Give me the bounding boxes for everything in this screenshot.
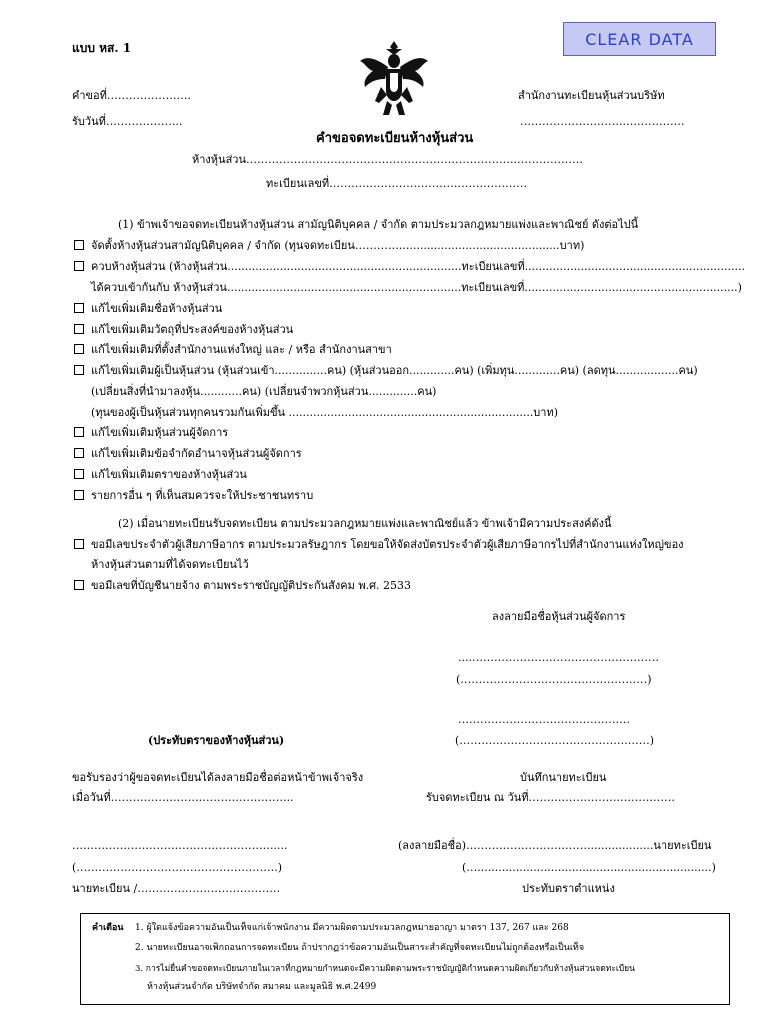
request-number-field[interactable]: คำขอที่………………….. [72, 89, 191, 102]
item-tax-id-cont: ห้างหุ้นส่วนตามที่ได้จดทะเบียนไว้ [91, 558, 249, 571]
item-edit-seal: แก้ไขเพิ่มเติมตราของห้างหุ้นส่วน [91, 468, 247, 481]
warning-line-2: 2. นายทะเบียนอาจเพิกถอนการจดทะเบียน ถ้าปรากฏว่าข้อความอันเป็นสาระสำคัญที่จดทะเบียนไม่ถูกต้องหรือเป็นเท็จ [135, 943, 585, 953]
manager-name-2[interactable]: (……………………………………….……) [455, 734, 655, 747]
manager-name-1[interactable]: (……………………………………………) [456, 673, 652, 686]
checkbox-edit-name[interactable] [74, 303, 84, 313]
registrar-name-field[interactable]: (…...................................................................) [462, 861, 716, 874]
warning-line-1: 1. ผู้ใดแจ้งข้อความอันเป็นเท็จแก่เจ้าพนักงาน มีความผิดตามประมวลกฎหมายอาญา มาตรา 137, 267 และ 268 [135, 923, 569, 933]
checkbox-edit-objectives[interactable] [74, 324, 84, 334]
received-date-field[interactable]: รับวันที่………………... [72, 115, 183, 128]
garuda-emblem-icon [357, 37, 431, 117]
received-on-field[interactable]: รับจดทะเบียน ณ วันที่…………………….…………… [426, 791, 675, 804]
partnership-name-field[interactable]: ห้างหุ้นส่วน………………………………………………………………..……………… [192, 153, 583, 166]
item-edit-manager-limits: แก้ไขเพิ่มเติมข้อจำกัดอำนาจหุ้นส่วนผู้จัดการ [91, 447, 302, 460]
warning-line-4: ห้างหุ้นส่วนจำกัด บริษัทจำกัด สมาคม และมูลนิธิ พ.ศ.2499 [147, 982, 377, 992]
form-code: แบบ หส. 1 [72, 41, 132, 55]
registration-office-label: สำนักงานทะเบียนหุ้นส่วนบริษัท [518, 89, 665, 102]
item-edit-partners-line3: (ทุนของผู้เป็นหุ้นส่วนทุกคนรวมกันเพิ่มขึ้น ......................................................................บาท) [91, 406, 559, 419]
item-edit-objectives: แก้ไขเพิ่มเติมวัตถุที่ประสงค์ของห้างหุ้นส่วน [91, 323, 294, 336]
partnership-seal-label: (ประทับตราของห้างหุ้นส่วน) [148, 734, 285, 747]
checkbox-establish[interactable] [74, 240, 84, 250]
registrar-position-field[interactable]: นายทะเบียน /………………………………… [72, 882, 281, 895]
item-merge-line2: ได้ควบเข้ากันกับ ห้างหุ้นส่วน...................................................................ทะเบียนเลขที่.............................................................) [91, 281, 742, 294]
item-edit-name: แก้ไขเพิ่มเติมชื่อห้างหุ้นส่วน [91, 302, 223, 315]
item-merge: ควบห้างหุ้นส่วน (ห้างหุ้นส่วน...................................................................ทะเบียนเลขที่............................................................... [91, 260, 745, 273]
checkbox-edit-partners[interactable] [74, 365, 84, 375]
item-other: รายการอื่น ๆ ที่เห็นสมควรจะให้ประชาชนทราบ [91, 489, 314, 502]
certifier-name-field[interactable]: (……………………………………………….) [72, 861, 283, 874]
manager-signature-line-1[interactable]: ....…………………………………………… [458, 651, 659, 664]
checkbox-other[interactable] [74, 490, 84, 500]
office-blank-field[interactable]: ………………………..……………. [520, 115, 685, 128]
item-edit-partners-line2: (เปลี่ยนสิ่งที่นำมาลงหุ้น............คน) (เปลี่ยนจำพวกหุ้นส่วน..............คน) [91, 385, 437, 398]
checkbox-tax-id[interactable] [74, 539, 84, 549]
item-employer-account: ขอมีเลขที่บัญชีนายจ้าง ตามพระราชบัญญัติประกันสังคม พ.ศ. 2533 [91, 579, 412, 592]
certify-date-field[interactable]: เมื่อวันที่………………………………………….. [72, 791, 294, 804]
item-tax-id: ขอมีเลขประจำตัวผู้เสียภาษีอากร ตามประมวลรัษฎากร โดยขอให้จัดส่งบัตรประจำตัวผู้เสียภาษีอากรไปที่สำนักงานแห่งใหญ่ของ [91, 538, 684, 551]
warning-box [80, 913, 730, 1005]
warning-label: คำเตือน [92, 923, 124, 933]
item-edit-manager: แก้ไขเพิ่มเติมหุ้นส่วนผู้จัดการ [91, 426, 229, 439]
checkbox-employer-account[interactable] [74, 580, 84, 590]
checkbox-edit-seal[interactable] [74, 469, 84, 479]
manager-signature-line-2[interactable]: ………………………………….……. [458, 713, 630, 726]
item-edit-office: แก้ไขเพิ่มเติมที่ตั้งสำนักงานแห่งใหญ่ และ / หรือ สำนักงานสาขา [91, 343, 392, 356]
item-establish: จัดตั้งห้างหุ้นส่วนสามัญนิติบุคคล / จำกัด (ทุนจดทะเบียน…………..............................................บาท) [91, 239, 585, 252]
certifier-signature-line[interactable]: ………………………………………………..... [72, 839, 288, 852]
registration-number-field[interactable]: ทะเบียนเลขที่……………………………………………… [266, 177, 528, 190]
registrar-note-label: บันทึกนายทะเบียน [520, 771, 607, 784]
seal-position-label: ประทับตราตำแหน่ง [522, 882, 615, 895]
checkbox-edit-manager[interactable] [74, 427, 84, 437]
warning-line-3: 3. การไม่ยื่นคำขอจดทะเบียนภายในเวลาที่กฎหมายกำหนดจะมีความผิดตามพระราชบัญญัติกำหนดความผิดเกี่ยวกับห้างหุ้นส่วนจดทะเบียน [135, 964, 635, 974]
clear-data-button[interactable]: CLEAR DATA [563, 22, 716, 56]
form-title: คำขอจดทะเบียนห้างหุ้นส่วน [316, 131, 474, 146]
manager-signature-label: ลงลายมือชื่อหุ้นส่วนผู้จัดการ [492, 610, 626, 623]
registrar-signature-field[interactable]: (ลงลายมือชื่อ)……………………………...................นายทะเบียน [398, 839, 712, 852]
section1-heading: (1) ข้าพเจ้าขอจดทะเบียนห้างหุ้นส่วน สามัญนิติบุคคล / จำกัด ตามประมวลกฎหมายแพ่งและพาณิชย์ ดังต่อไปนี้ [118, 218, 639, 231]
section2-heading: (2) เมื่อนายทะเบียนรับจดทะเบียน ตามประมวลกฎหมายแพ่งและพาณิชย์แล้ว ข้าพเจ้ามีความประสงค์ดังนี้ [118, 517, 612, 530]
certify-text: ขอรับรองว่าผู้ขอจดทะเบียนได้ลงลายมือชื่อต่อหน้าข้าพเจ้าจริง [72, 771, 364, 784]
checkbox-merge[interactable] [74, 261, 84, 271]
checkbox-edit-office[interactable] [74, 344, 84, 354]
checkbox-edit-manager-limits[interactable] [74, 448, 84, 458]
item-edit-partners: แก้ไขเพิ่มเติมผู้เป็นหุ้นส่วน (หุ้นส่วนเข้า...............คน) (หุ้นส่วนออก.............คน) (เพิ่มทุน.............คน) (ลดทุน..................คน) [91, 364, 698, 377]
